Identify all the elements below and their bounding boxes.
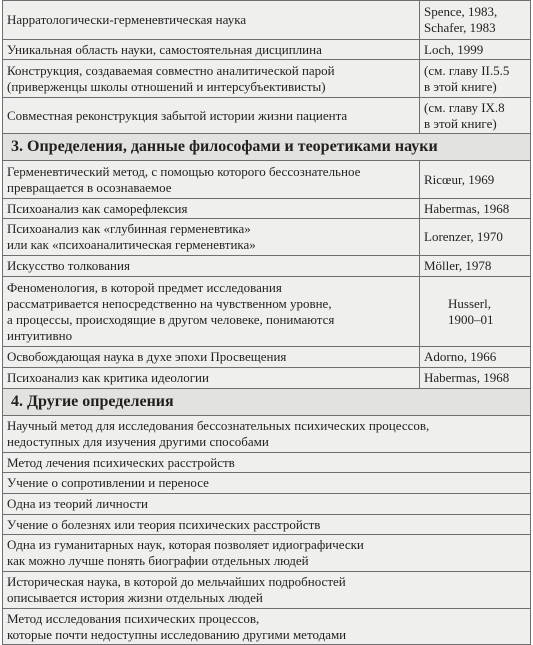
table-row bbox=[3, 416, 531, 453]
source-cell: Ricœur, 1969 bbox=[420, 161, 531, 199]
source-cell: Möller, 1978 bbox=[420, 256, 531, 277]
definition-cell: Феноменология, в которой предмет исследования рассматривается непосредственно на чувственном уровне, а процессы, происходящие в другом человеке, понимаются интуитивно bbox=[3, 277, 420, 347]
section-heading: 3. Определения, данные философами и теоретиками науки bbox=[3, 134, 531, 161]
source-cell: (см. главу IX.8 в этой книге) bbox=[420, 98, 531, 134]
definition-cell: Психоанализ как критика идеологии bbox=[3, 368, 420, 389]
definition-cell: Одна из гуманитарных наук, которая позволяет идиографически как можно лучше понять биографии отдельных людей bbox=[3, 535, 531, 572]
definition-cell: Метод исследования психических процессов, которые почти недоступны исследованию другими методами bbox=[3, 609, 531, 645]
table-row bbox=[3, 494, 531, 515]
table-row bbox=[3, 572, 531, 609]
definition-cell: Одна из теорий личности bbox=[3, 494, 531, 515]
table-row bbox=[3, 277, 531, 347]
table-row bbox=[3, 98, 531, 134]
source-cell: Lorenzer, 1970 bbox=[420, 219, 531, 256]
source-cell: Habermas, 1968 bbox=[420, 199, 531, 219]
definition-cell: Герменевтический метод, с помощью которого бессознательное превращается в осознаваемое bbox=[3, 161, 420, 199]
definitions-table bbox=[2, 0, 531, 645]
table-row bbox=[3, 60, 531, 98]
table-row bbox=[3, 515, 531, 535]
definition-cell: Уникальная область науки, самостоятельная дисциплина bbox=[3, 40, 420, 60]
definition-cell: Метод лечения психических расстройств bbox=[3, 453, 531, 473]
definition-cell: Искусство толкования bbox=[3, 256, 420, 277]
definition-cell: Учение о болезнях или теория психических расстройств bbox=[3, 515, 531, 535]
table-row bbox=[3, 368, 531, 389]
source-cell: Husserl, 1900–01 bbox=[420, 277, 531, 347]
section-heading-row bbox=[3, 389, 531, 416]
table-row bbox=[3, 219, 531, 256]
definition-cell: Научный метод для исследования бессознательных психических процессов, недоступных для изучения другими способами bbox=[3, 416, 531, 453]
definition-cell: Историческая наука, в которой до мельчайших подробностей описывается история жизни отдельных людей bbox=[3, 572, 531, 609]
source-cell: Loch, 1999 bbox=[420, 40, 531, 60]
table-row bbox=[3, 256, 531, 277]
definition-cell: Освобождающая наука в духе эпохи Просвещения bbox=[3, 347, 420, 368]
table-row bbox=[3, 161, 531, 199]
table-row bbox=[3, 199, 531, 219]
table-row bbox=[3, 1, 531, 40]
definition-cell: Конструкция, создаваемая совместно аналитической парой (приверженцы школы отношений и интерсубъективисты) bbox=[3, 60, 420, 98]
table-row bbox=[3, 609, 531, 645]
definition-cell: Психоанализ как «глубинная герменевтика» или как «психоаналитическая герменевтика» bbox=[3, 219, 420, 256]
source-cell: (см. главу II.5.5 в этой книге) bbox=[420, 60, 531, 98]
definition-cell: Учение о сопротивлении и переносе bbox=[3, 473, 531, 494]
source-cell: Habermas, 1968 bbox=[420, 368, 531, 389]
section-heading-row bbox=[3, 134, 531, 161]
definition-cell: Психоанализ как саморефлексия bbox=[3, 199, 420, 219]
definition-cell: Совместная реконструкция забытой истории жизни пациента bbox=[3, 98, 420, 134]
table-row bbox=[3, 473, 531, 494]
table-row bbox=[3, 40, 531, 60]
definition-cell: Нарратологически-герменевтическая наука bbox=[3, 1, 420, 40]
section-heading: 4. Другие определения bbox=[3, 389, 531, 416]
source-cell: Spence, 1983, Schafer, 1983 bbox=[420, 1, 531, 40]
table-row bbox=[3, 347, 531, 368]
table-row bbox=[3, 535, 531, 572]
table-body bbox=[3, 1, 531, 645]
table-row bbox=[3, 453, 531, 473]
source-cell: Adorno, 1966 bbox=[420, 347, 531, 368]
